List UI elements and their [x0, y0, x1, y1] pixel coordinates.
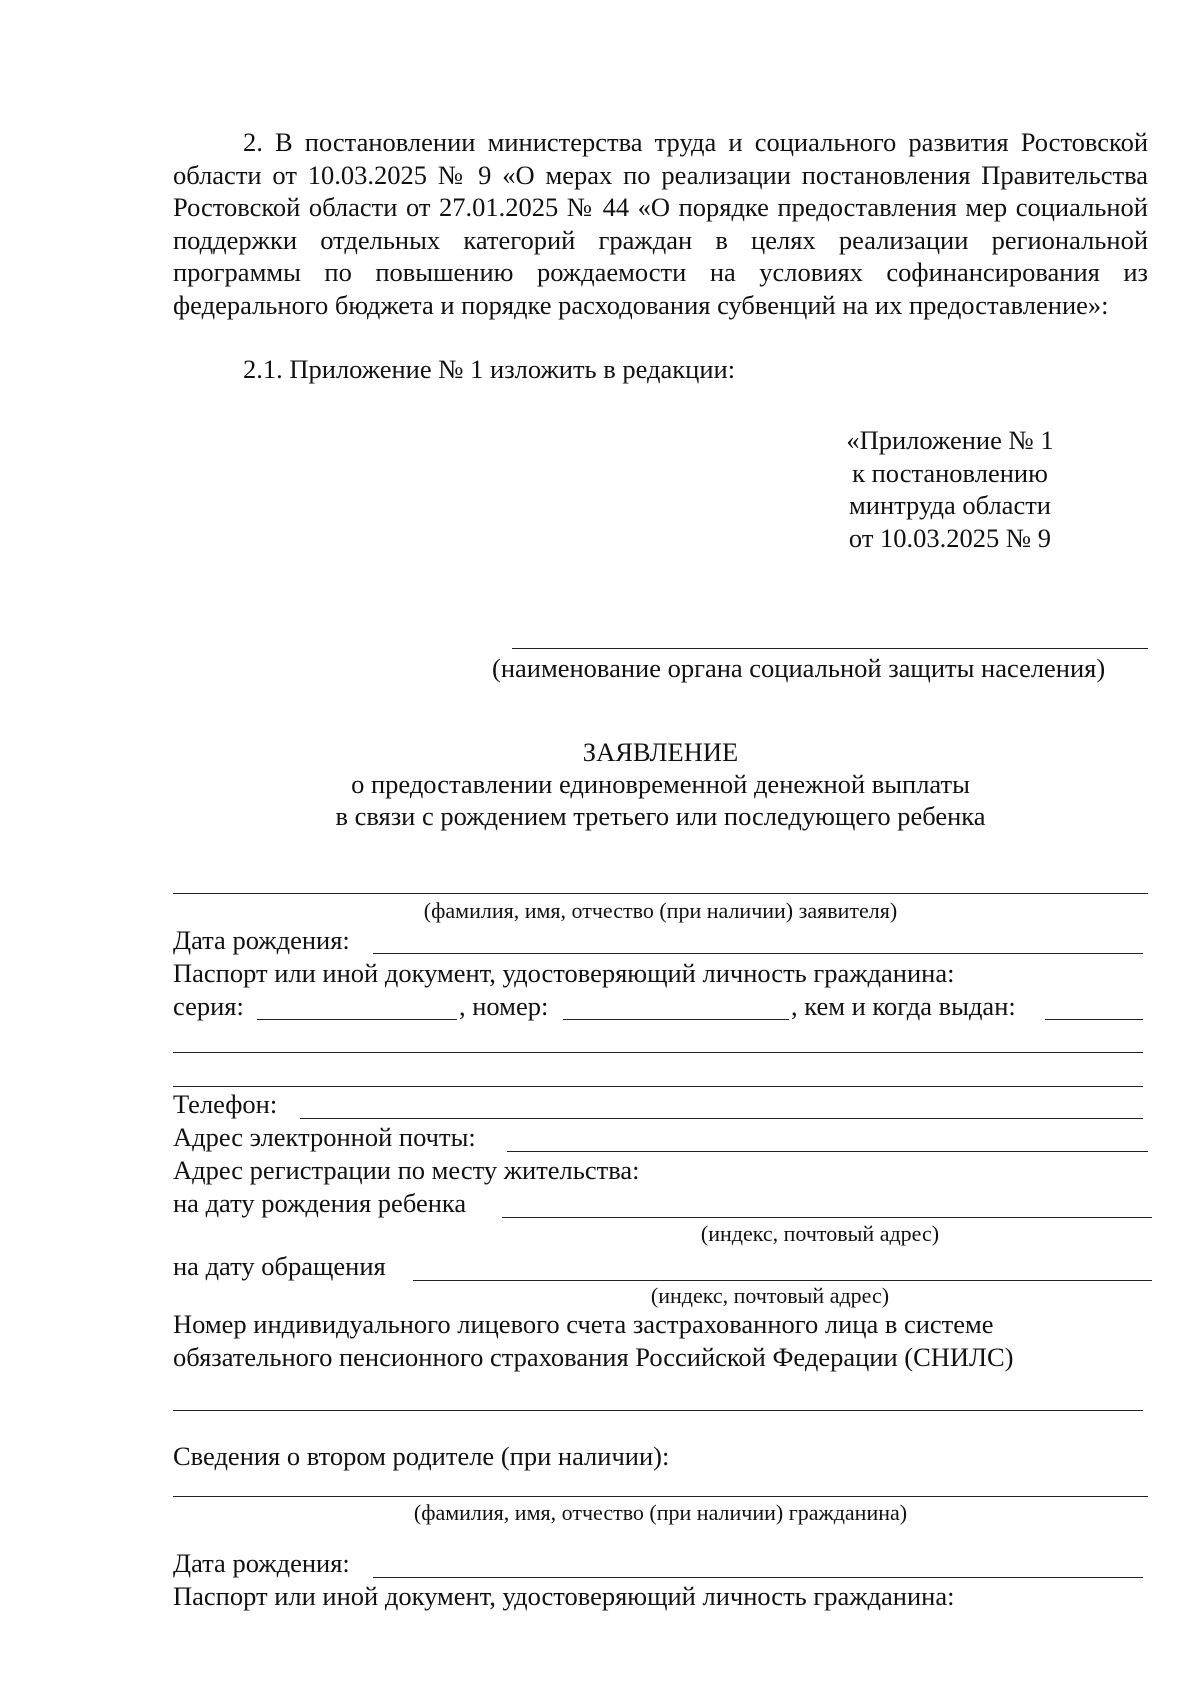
- phone-label: Телефон:: [173, 1089, 278, 1119]
- passport-issued-field-line[interactable]: [173, 1086, 1143, 1087]
- document-title: ЗАЯВЛЕНИЕ: [582, 737, 739, 767]
- birth-date-field[interactable]: [373, 953, 1143, 954]
- issued-label: , кем и когда выдан:: [791, 991, 1016, 1021]
- intro-paragraph: 2. В постановлении министерства труда и социального развития Ростовской области от 10.03.2025 № 9 «О мерах по реализации постановления Правительства Ростовской области от 27.01.2025 № 44 «О порядке предоставления мер социальной поддержки отдельных категорий граждан в целях реализации региональной программы по повышению рождаемости на условиях софинансирования из федерального бюджета и порядке расходования субвенций на их предоставление»:: [173, 127, 1148, 320]
- title-line: в связи с рождением третьего или последующего ребенка: [335, 801, 986, 831]
- appendix-block: [810, 424, 1090, 554]
- second-parent-birth-date-field[interactable]: [373, 1577, 1143, 1578]
- snils-field[interactable]: [173, 1410, 1143, 1411]
- snils-label-line: Номер индивидуального лицевого счета застрахованного лица в системе: [173, 1309, 994, 1339]
- authority-name-field[interactable]: [512, 648, 1148, 649]
- appendix-line: «Приложение № 1: [846, 425, 1054, 455]
- appendix-line: от 10.03.2025 № 9: [848, 522, 1052, 553]
- address-at-application-field[interactable]: [413, 1280, 1152, 1281]
- passport-issued-field-line[interactable]: [173, 1052, 1143, 1053]
- passport-label: Паспорт или иной документ, удостоверяющий личность гражданина:: [173, 958, 955, 988]
- registration-label: Адрес регистрации по месту жительства:: [173, 1155, 640, 1185]
- email-field[interactable]: [507, 1151, 1148, 1152]
- applicant-name-caption: (фамилия, имя, отчество (при наличии) заявителя): [423, 898, 898, 923]
- appendix-line: к постановлению: [852, 457, 1048, 488]
- title-line: о предоставлении единовременной денежной выплаты: [351, 769, 970, 799]
- at-birth-label: на дату рождения ребенка: [173, 1188, 467, 1218]
- citizen-name-caption: (фамилия, имя, отчество (при наличии) гражданина): [413, 1500, 908, 1525]
- second-parent-passport-label: Паспорт или иной документ, удостоверяющий личность гражданина:: [173, 1581, 955, 1611]
- at-application-label: на дату обращения: [173, 1251, 386, 1281]
- phone-field[interactable]: [300, 1118, 1143, 1119]
- postal-caption: (индекс, почтовый адрес): [700, 1221, 940, 1246]
- passport-number-field[interactable]: [563, 1019, 789, 1020]
- authority-caption: (наименование органа социальной защиты населения): [492, 653, 1106, 683]
- passport-series-field[interactable]: [257, 1019, 457, 1020]
- number-label: , номер:: [459, 991, 549, 1021]
- snils-label-line: обязательного пенсионного страхования Российской Федерации (СНИЛС): [173, 1342, 1014, 1372]
- passport-issued-field[interactable]: [1045, 1019, 1143, 1020]
- second-parent-name-field[interactable]: [173, 1496, 1148, 1497]
- address-at-birth-field[interactable]: [502, 1217, 1152, 1218]
- second-parent-label: Сведения о втором родителе (при наличии):: [173, 1441, 670, 1471]
- series-label: серия:: [173, 991, 244, 1021]
- applicant-name-field[interactable]: [173, 893, 1148, 894]
- birth-date-label: Дата рождения:: [173, 925, 350, 955]
- second-parent-birth-date-label: Дата рождения:: [173, 1548, 350, 1578]
- email-label: Адрес электронной почты:: [173, 1122, 476, 1152]
- appendix-line: минтруда области: [849, 490, 1051, 520]
- postal-caption: (индекс, почтовый адрес): [650, 1283, 890, 1308]
- intro-item: 2.1. Приложение № 1 изложить в редакции:: [243, 354, 736, 384]
